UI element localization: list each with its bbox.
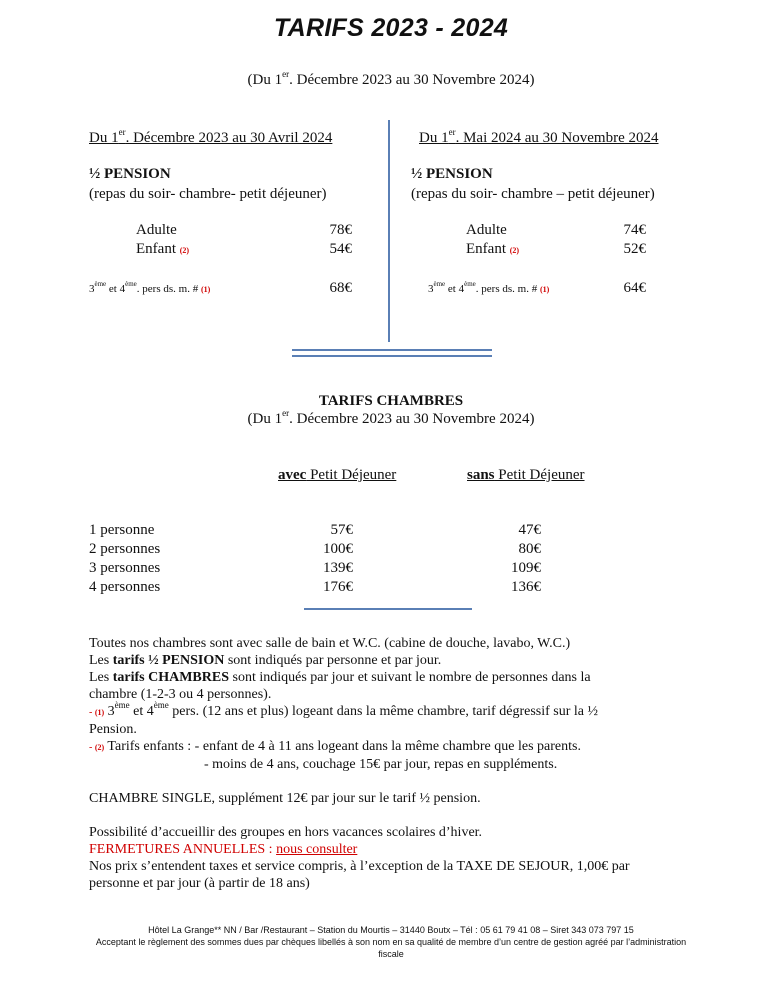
right-adult-price: 74€	[623, 222, 646, 238]
row-label: 3 personnes	[89, 560, 161, 576]
row-price-with: 176€	[323, 579, 353, 595]
note-ref-1: - (1) 3ème et 4ème pers. (12 ans et plus) logeant dans la même chambre, tarif dégressif sur la ½	[89, 700, 598, 719]
double-rule-top	[292, 349, 492, 351]
footer-payment-cont: fiscale	[378, 949, 404, 959]
rooms-table	[89, 522, 569, 598]
note-ref-1-cont: Pension.	[89, 722, 137, 737]
table-row	[89, 541, 569, 560]
left-pension-desc: (repas du soir- chambre- petit déjeuner)	[89, 186, 327, 202]
row-price-without: 136€	[511, 579, 541, 595]
table-row	[89, 560, 569, 579]
left-adult-label: Adulte	[136, 222, 177, 238]
left-extra-price: 68€	[329, 280, 352, 296]
table-row	[89, 579, 569, 598]
right-adult-label: Adulte	[466, 222, 507, 238]
footer	[0, 924, 782, 960]
right-child-price: 52€	[623, 241, 646, 257]
note-ref-2-cont: - moins de 4 ans, couchage 15€ par jour, repas en suppléments.	[204, 757, 558, 772]
left-extra-person: 3ème et 4ème. pers ds. m. # (1)	[89, 280, 211, 295]
right-pension-title: ½ PENSION	[411, 166, 493, 182]
main-period: (Du 1er. Décembre 2023 au 30 Novembre 2024)	[247, 69, 535, 88]
note-single-room: CHAMBRE SINGLE, supplément 12€ par jour sur le tarif ½ pension.	[89, 791, 481, 806]
closures-link[interactable]: nous consulter	[276, 842, 358, 857]
note-tax: Nos prix s’entendent taxes et service compris, à l’exception de la TAXE DE SEJOUR, 1,00€ par	[89, 859, 630, 874]
vertical-divider	[388, 120, 390, 342]
note-pension-rates: Les tarifs ½ PENSION sont indiqués par personne et par jour.	[89, 653, 442, 668]
note-tax-cont: personne et par jour (à partir de 18 ans)	[89, 876, 310, 891]
row-label: 4 personnes	[89, 579, 161, 595]
double-rule-bottom	[292, 355, 492, 357]
left-pension-title: ½ PENSION	[89, 166, 171, 182]
rooms-rule	[304, 608, 472, 610]
rooms-title: TARIFS CHAMBRES	[318, 393, 464, 409]
col-without-breakfast: sans Petit Déjeuner	[467, 467, 585, 483]
note-ref-2: - (2) Tarifs enfants : - enfant de 4 à 11 ans logeant dans la même chambre que les parents.	[89, 739, 581, 754]
row-label: 1 personne	[89, 522, 155, 538]
row-price-without: 80€	[518, 541, 541, 557]
left-child-label: Enfant (2)	[136, 241, 190, 257]
col-with-breakfast: avec Petit Déjeuner	[278, 467, 397, 483]
right-child-label: Enfant (2)	[466, 241, 520, 257]
note-room-rates: Les tarifs CHAMBRES sont indiqués par jour et suivant le nombre de personnes dans la	[89, 670, 591, 685]
row-price-with: 100€	[323, 541, 353, 557]
footer-address: Hôtel La Grange** NN / Bar /Restaurant – Station du Mourtis – 31440 Boutx – Tél : 05 61 79 41 08 – Siret 343 073 797 15	[148, 925, 634, 935]
row-price-without: 47€	[518, 522, 541, 538]
left-adult-price: 78€	[329, 222, 352, 238]
left-child-price: 54€	[329, 241, 352, 257]
page-title: TARIFS 2023 - 2024	[273, 14, 509, 42]
row-price-with: 139€	[323, 560, 353, 576]
right-period: Du 1er. Mai 2024 au 30 Novembre 2024	[419, 127, 659, 146]
right-extra-person: 3ème et 4ème. pers ds. m. # (1)	[428, 280, 550, 295]
right-pension-desc: (repas du soir- chambre – petit déjeuner)	[411, 186, 655, 202]
right-extra-price: 64€	[623, 280, 646, 296]
note-groups: Possibilité d’accueillir des groupes en hors vacances scolaires d’hiver.	[89, 825, 483, 840]
row-price-with: 57€	[330, 522, 353, 538]
left-period: Du 1er. Décembre 2023 au 30 Avril 2024	[89, 127, 333, 146]
row-label: 2 personnes	[89, 541, 161, 557]
footer-payment: Acceptant le règlement des sommes dues par chèques libellés à son nom en sa qualité de membre d’un centre de gestion agréé par l’administration	[95, 937, 687, 947]
rooms-period: (Du 1er. Décembre 2023 au 30 Novembre 2024)	[247, 408, 535, 427]
note-bathroom: Toutes nos chambres sont avec salle de bain et W.C. (cabine de douche, lavabo, W.C.)	[89, 636, 571, 651]
note-closures: FERMETURES ANNUELLES : nous consulter	[89, 842, 358, 857]
row-price-without: 109€	[511, 560, 541, 576]
note-room-rates-cont: chambre (1-2-3 ou 4 personnes).	[89, 687, 272, 702]
table-row	[89, 522, 569, 541]
notes-block	[89, 635, 729, 892]
